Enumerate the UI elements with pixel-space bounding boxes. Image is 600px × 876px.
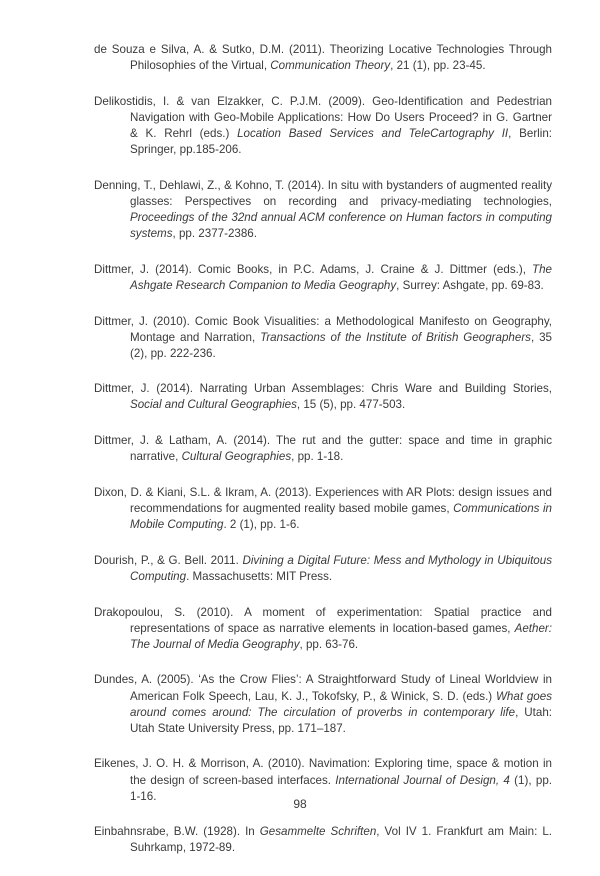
reference-title-italic: Gesammelte Schriften	[259, 825, 377, 839]
reference-text: , 15 (5), pp. 477-503.	[296, 398, 406, 412]
reference-entry	[94, 262, 552, 294]
reference-title-italic: Proceedings of the 32nd annual ACM conference on Human factors in computing systems	[130, 210, 552, 241]
reference-entry	[94, 94, 552, 158]
reference-entry	[94, 824, 552, 856]
reference-text: Dixon, D. & Kiani, S.L. & Ikram, A. (2013). Experiences with AR Plots: design issues and recommendations for augmented reality based mobile games,	[94, 485, 552, 516]
reference-text: (1), pp. 1-16.	[130, 773, 552, 803]
reference-title-italic: International Journal of Design, 4	[335, 773, 510, 787]
reference-text: Delikostidis, I. & van Elzakker, C. P.J.M. (2009). Geo-Identification and Pedestrian Navigation with Geo-Mobile Applications: How Do Users Proceed? in G. Gartner & K. Rehrl (eds.)	[94, 94, 552, 140]
reference-entry	[94, 553, 552, 585]
reference-text: de Souza e Silva, A. & Sutko, D.M. (2011). Theorizing Locative Technologies Through Philosophies of the Virtual,	[94, 43, 552, 73]
reference-entry	[94, 381, 552, 413]
reference-title-italic: Location Based Services and TeleCartography II	[237, 126, 509, 140]
reference-text: Denning, T., Dehlawi, Z., & Kohno, T. (2014). In situ with bystanders of augmented reality glasses: Perspectives on recording and privacy-mediating technologies,	[94, 178, 552, 208]
reference-title-italic: What goes around comes around: The circulation of proverbs in contemporary life	[130, 689, 553, 719]
page-number: 98	[293, 797, 307, 811]
reference-title-italic: Aether: The Journal of Media Geography	[130, 621, 552, 651]
reference-entry	[94, 485, 552, 533]
reference-text: , Surrey: Ashgate, pp. 69-83.	[396, 278, 544, 292]
reference-text: , pp. 63-76.	[299, 637, 359, 651]
reference-title-italic: Transactions of the Institute of British Geographers	[260, 330, 531, 344]
reference-text: Dittmer, J. (2010). Comic Book Visualities: a Methodological Manifesto on Geography, Montage and Narration,	[94, 314, 552, 344]
reference-text: Dittmer, J. (2014). Comic Books, in P.C. Adams, J. Craine & J. Dittmer (eds.),	[94, 262, 533, 276]
reference-text: Eikenes, J. O. H. & Morrison, A. (2010). Navimation: Exploring time, space & motion in the design of screen-based interfaces.	[94, 757, 552, 787]
reference-entry	[94, 433, 552, 465]
reference-text: , 35 (2), pp. 222-236.	[130, 330, 553, 360]
reference-list	[94, 42, 552, 876]
reference-entry	[94, 42, 552, 74]
reference-text: , Vol IV 1. Frankfurt am Main: L. Suhrkamp, 1972-89.	[130, 825, 552, 855]
reference-entry	[94, 178, 552, 242]
reference-title-italic: Social and Cultural Geographies	[130, 398, 297, 412]
reference-title-italic: Communications in Mobile Computing	[130, 502, 552, 532]
reference-title-italic: Communication Theory	[270, 59, 391, 73]
reference-text: , pp. 1-18.	[291, 450, 344, 464]
reference-entry	[94, 672, 552, 736]
reference-text: . Massachusetts: MIT Press.	[186, 569, 333, 583]
reference-text: Einbahnsrabe, B.W. (1928). In	[94, 825, 260, 839]
reference-text: Dundes, A. (2005). ‘As the Crow Flies’: A Straightforward Study of Lineal Worldview in American Folk Speech, Lau, K. J., Tokofsky, P., & Winick, S. D. (eds.)	[94, 673, 552, 703]
reference-text: Dourish, P., & G. Bell. 2011.	[94, 553, 243, 567]
reference-text: , pp. 2377-2386.	[172, 227, 257, 241]
reference-entry	[94, 605, 552, 653]
reference-text: . 2 (1), pp. 1-6.	[223, 518, 300, 532]
reference-text: Dittmer, J. (2014). Narrating Urban Assemblages: Chris Ware and Building Stories,	[94, 382, 552, 396]
reference-title-italic: Cultural Geographies	[181, 450, 292, 464]
reference-text: Dittmer, J. & Latham, A. (2014). The rut and the gutter: space and time in graphic narrative,	[94, 434, 552, 464]
reference-text: Drakopoulou, S. (2010). A moment of experimentation: Spatial practice and representations of space as narrative elements in location-based games,	[94, 605, 552, 635]
reference-title-italic: Divining a Digital Future: Mess and Mythology in Ubiquitous Computing	[130, 553, 552, 583]
reference-text: , Berlin: Springer, pp.185-206.	[130, 126, 553, 157]
reference-entry	[94, 314, 552, 362]
reference-title-italic: The Ashgate Research Companion to Media Geography	[130, 262, 552, 292]
reference-text: , Utah: Utah State University Press, pp. 171–187.	[130, 705, 553, 735]
reference-text: , 21 (1), pp. 23-45.	[390, 59, 486, 73]
